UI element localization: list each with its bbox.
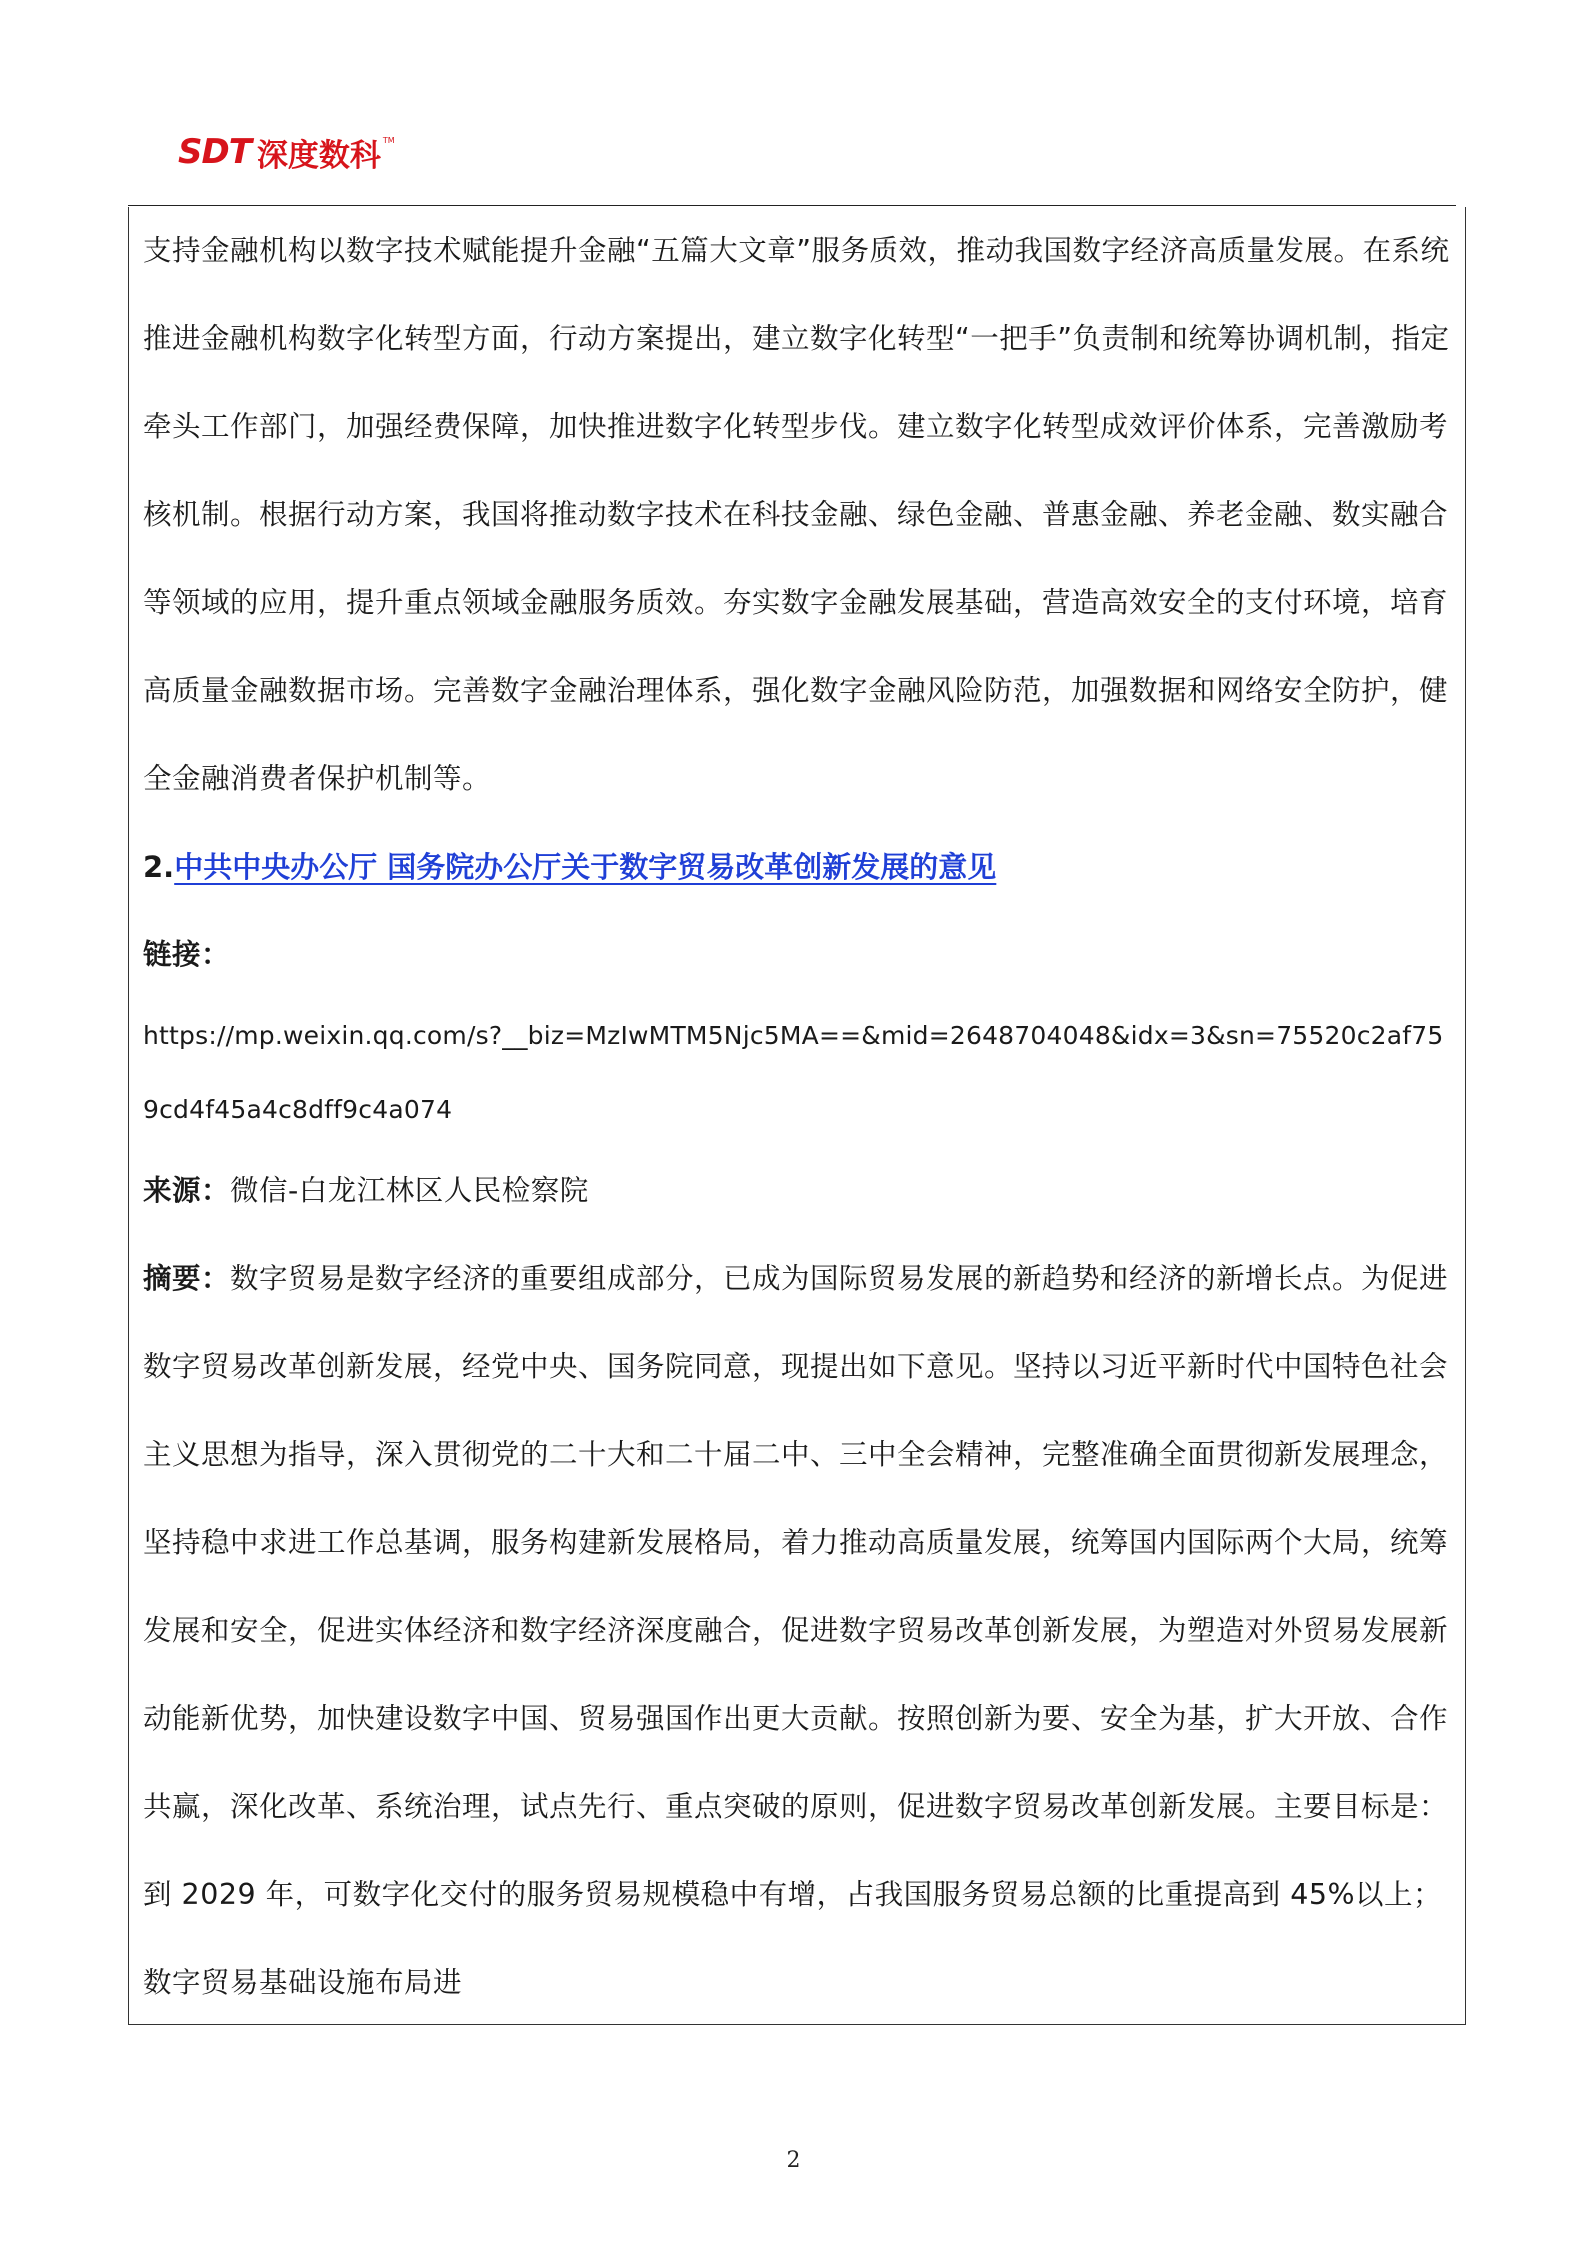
summary-paragraph [143, 1235, 1451, 2027]
document-content [143, 207, 1451, 2027]
section2-title-link[interactable]: 中共中央办公厅 国务院办公厅关于数字贸易改革创新发展的意见 [174, 850, 997, 884]
section1-paragraph: 支持金融机构以数字技术赋能提升金融“五篇大文章”服务质效，推动我国数字经济高质量发展。在系统推进金融机构数字化转型方面，行动方案提出，建立数字化转型“一把手”负责制和统筹协调机制，指定牵头工作部门，加强经费保障，加快推进数字化转型步伐。建立数字化转型成效评价体系，完善激励考核机制。根据行动方案，我国将推动数字技术在科技金融、绿色金融、普惠金融、养老金融、数实融合等领域的应用，提升重点领域金融服务质效。夯实数字金融发展基础，营造高效安全的支付环境，培育高质量金融数据市场。完善数字金融治理体系，强化数字金融风险防范，加强数据和网络安全防护，健全金融消费者保护机制等。 [143, 234, 1450, 795]
source-value: 微信-白龙江林区人民检察院 [230, 1174, 589, 1207]
source-label: 来源： [143, 1174, 231, 1207]
company-logo [178, 132, 395, 172]
summary-text: 数字贸易是数字经济的重要组成部分，已成为国际贸易发展的新趋势和经济的新增长点。为促进数字贸易改革创新发展，经党中央、国务院同意，现提出如下意见。坚持以习近平新时代中国特色社会主义思想为指导，深入贯彻党的二十大和二十届二中、三中全会精神，完整准确全面贯彻新发展理念，坚持稳中求进工作总基调，服务构建新发展格局，着力推动高质量发展，统筹国内国际两个大局，统筹发展和安全，促进实体经济和数字经济深度融合，促进数字贸易改革创新发展，为塑造对外贸易发展新动能新优势，加快建设数字中国、贸易强国作出更大贡献。按照创新为要、安全为基，扩大开放、合作共赢，深化改革、系统治理，试点先行、重点突破的原则，促进数字贸易改革创新发展。主要目标是：到 2029 年，可数字化交付的服务贸易规模稳中有增，占我国服务贸易总额的比重提高到 45%以上；数字贸易基础设施布局进 [143, 1262, 1449, 1999]
link-label: 链接： [143, 938, 231, 971]
link-url[interactable]: https://mp.weixin.qq.com/s?__biz=MzIwMTM5Njc5MA==&mid=2648704048&idx=3&sn=75520c2af759cd4f45a4c8dff9c4a074 [143, 1021, 1444, 1124]
source-line [143, 1147, 1451, 1235]
trademark-mark: TM [382, 136, 395, 145]
header-divider [128, 205, 1456, 206]
section2-heading [143, 823, 1451, 911]
link-label-line [143, 911, 1451, 999]
summary-label: 摘要： [143, 1262, 231, 1295]
page-number: 2 [786, 2148, 801, 2173]
sdt-logo-icon: SDT [178, 132, 251, 172]
logo-text: 深度数科 [256, 137, 381, 174]
section2-number: 2. [143, 850, 175, 884]
